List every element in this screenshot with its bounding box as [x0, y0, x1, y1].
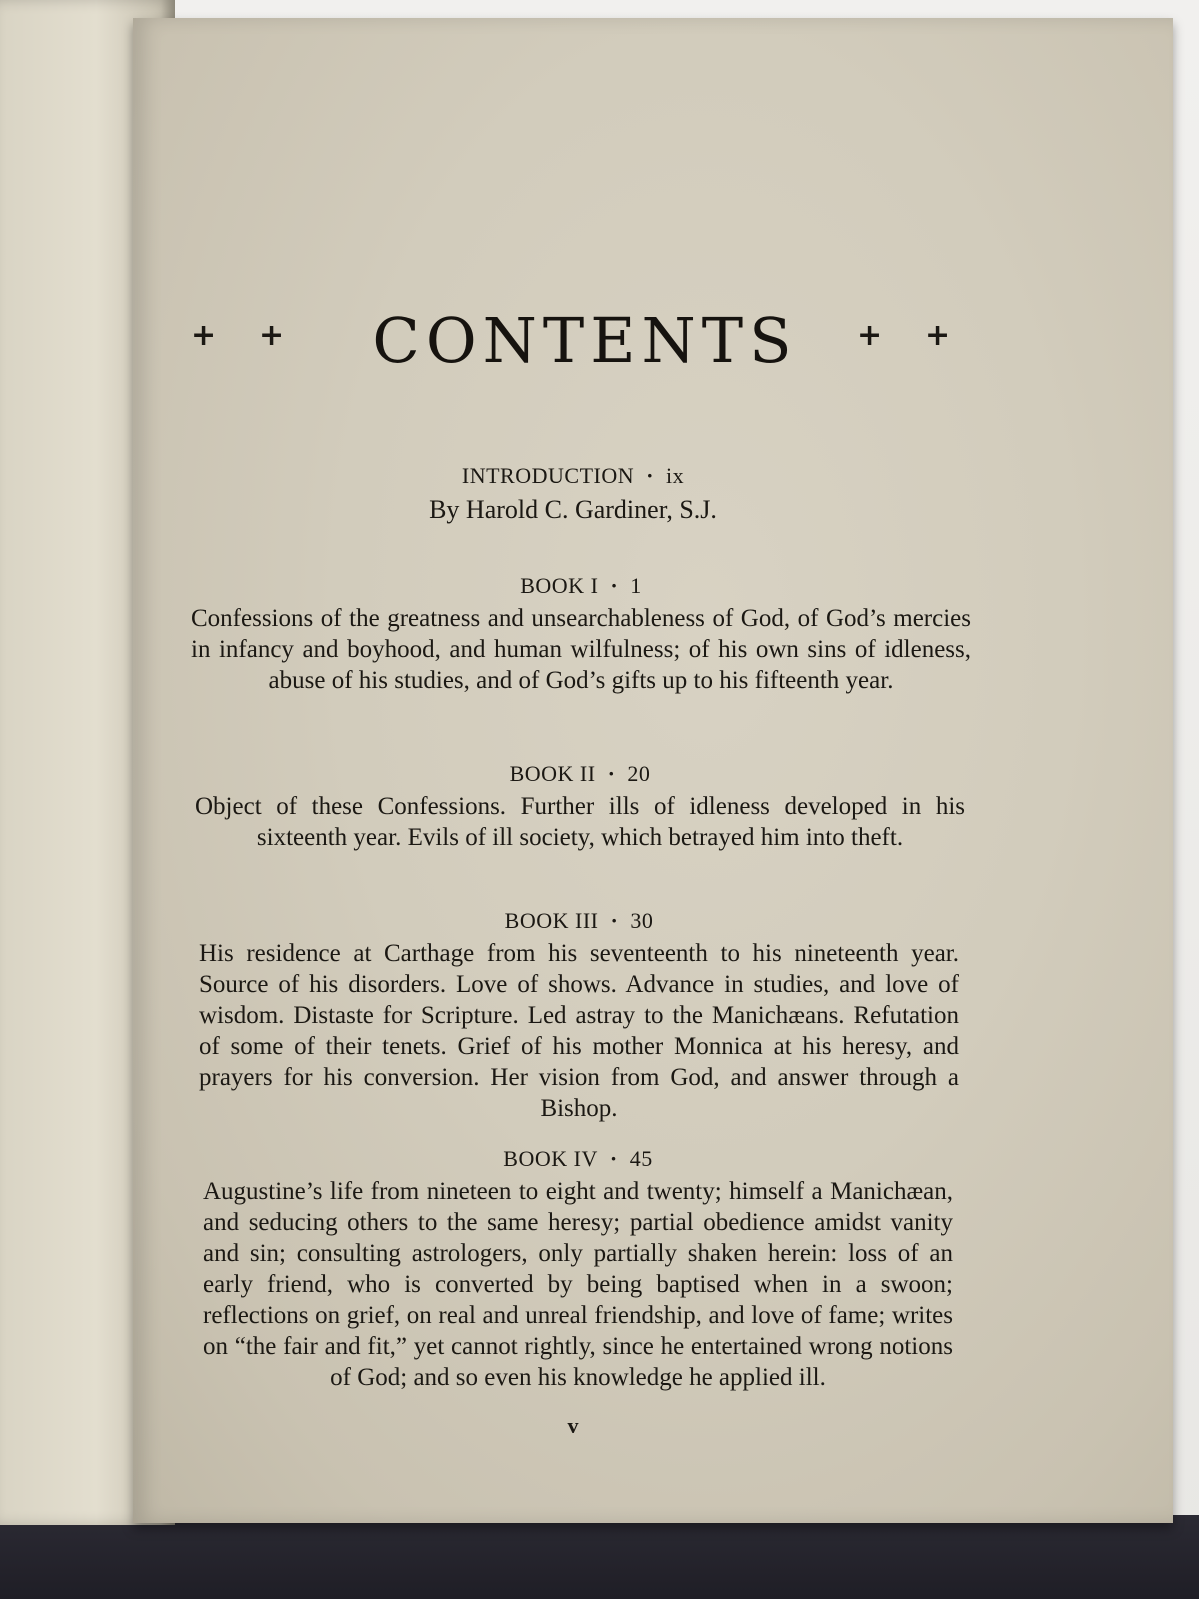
separator-dot: ·	[610, 908, 619, 933]
contents-heading	[173, 303, 953, 383]
contents-entry-book-i	[191, 573, 971, 696]
entry-description: Augustine’s life from nineteen to eight and twenty; himself a Manichæan, and seducing others to the same heresy; partial obedience amidst vanity and sin; consulting astrologers, only partially shaken herein: loss of an early friend, who is converted by being baptised when in a swoon; reflections on grief, on real and unreal friendship, and love of fame; writes on “the fair and fit,” yet cannot rightly, since he entertained wrong notions of God; and so even his knowledge he applied ill.	[203, 1178, 953, 1391]
cross-ornament: +	[925, 318, 951, 353]
contents-entry-book-iv	[203, 1146, 953, 1393]
entry-title: BOOK II	[509, 761, 596, 786]
cross-ornament: +	[191, 318, 217, 353]
entry-title: BOOK III	[504, 908, 599, 933]
separator-dot: ·	[609, 1146, 618, 1171]
page-title: CONTENTS	[372, 304, 798, 377]
entry-page-number: ix	[665, 463, 685, 488]
entry-description: His residence at Carthage from his seventeenth to his nineteenth year. Source of his disorders. Love of shows. Advance in studies, and love of wisdom. Distaste for Scripture. Led astray to the Manichæans. Refutation of some of their tenets. Grief of his mother Monnica at his heresy, and prayers for his conversion. Her vision from God, and answer through a Bishop.	[199, 940, 959, 1122]
separator-dot: ·	[646, 463, 654, 488]
contents-entry-book-ii	[195, 761, 965, 853]
entry-description: Confessions of the greatness and unsearchableness of God, of God’s mercies in infancy and boyhood, and human wilfulness; of his own sins of idleness, abuse of his studies, and of God’s gifts up to his fifteenth year.	[191, 605, 971, 694]
entry-title: BOOK I	[520, 573, 599, 598]
entry-title: INTRODUCTION	[461, 463, 635, 488]
cross-ornament: +	[259, 318, 285, 353]
cross-ornament: +	[857, 318, 883, 353]
contents-page	[133, 18, 1173, 1523]
book-cover-bottom	[0, 1515, 1199, 1599]
entry-description: Object of these Confessions. Further ills of idleness developed in his sixteenth year. Evils of ill society, which betrayed him into theft.	[195, 793, 965, 851]
contents-entry-book-iii	[199, 908, 959, 1124]
separator-dot: ·	[607, 761, 616, 786]
separator-dot: ·	[610, 573, 619, 598]
entry-author: By Harold C. Gardiner, S.J.	[429, 495, 717, 524]
page-number: v	[567, 1413, 579, 1438]
entry-title: BOOK IV	[503, 1146, 598, 1171]
entry-page-number: 1	[630, 573, 642, 598]
entry-page-number: 30	[630, 908, 654, 933]
entry-page-number: 45	[629, 1146, 653, 1171]
entry-page-number: 20	[627, 761, 651, 786]
contents-entry-introduction	[313, 463, 833, 525]
